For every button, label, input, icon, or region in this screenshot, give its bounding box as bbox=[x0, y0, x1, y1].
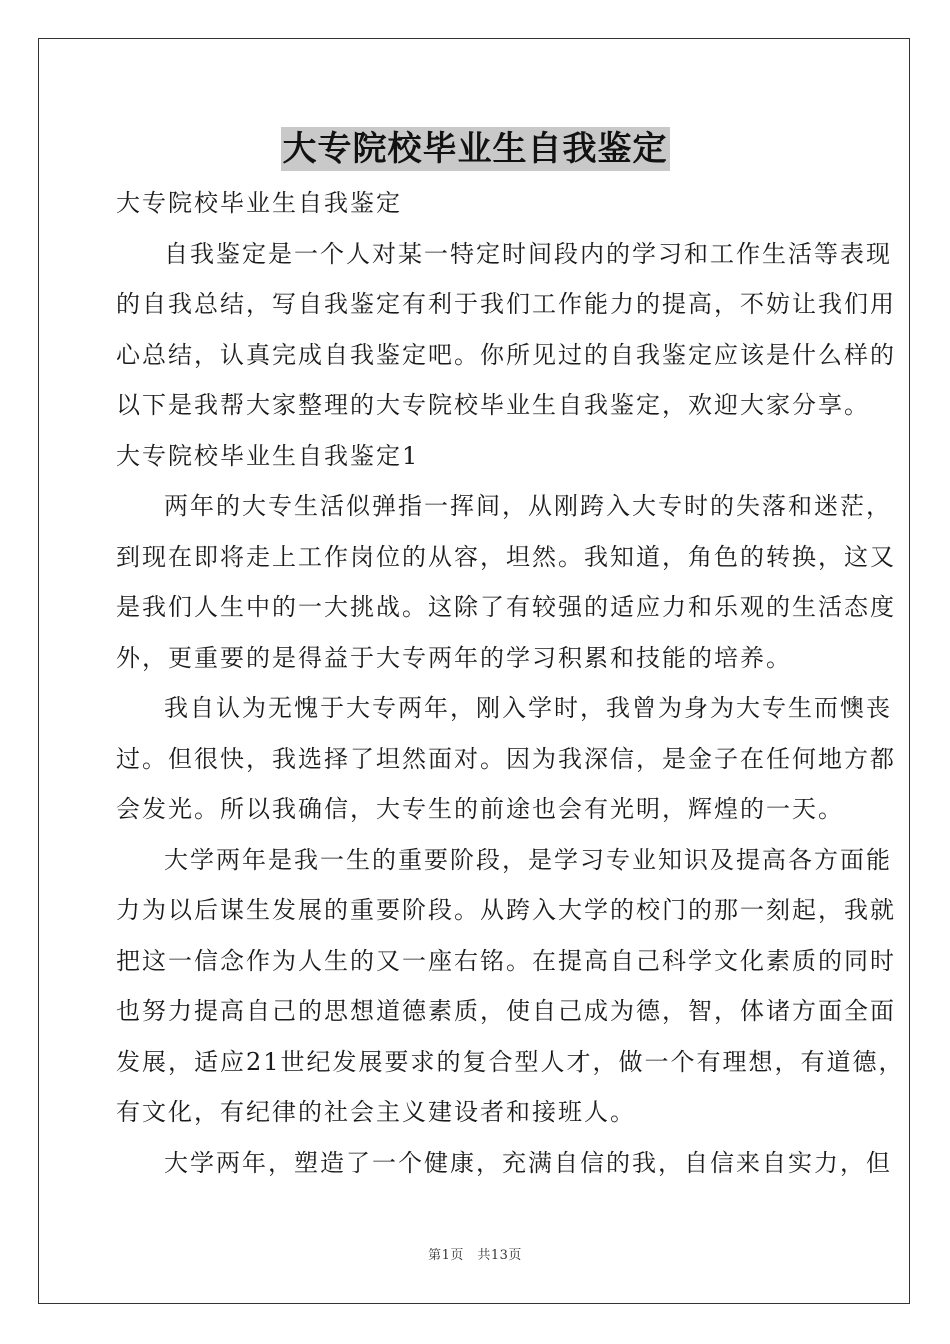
text-line: 我自认为无愧于大专两年，刚入学时，我曾为身为大专生而懊丧 bbox=[164, 694, 892, 722]
text-line: 过。但很快，我选择了坦然面对。因为我深信，是金子在任何地方都 bbox=[116, 744, 896, 773]
text-line: 两年的大专生活似弹指一挥间，从刚跨入大专时的失落和迷茫， bbox=[164, 492, 892, 520]
text-line: 会发光。所以我确信，大专生的前途也会有光明，辉煌的一天。 bbox=[116, 795, 844, 823]
text-line: 力为以后谋生发展的重要阶段。从跨入大学的校门的那一刻起，我就 bbox=[116, 896, 896, 924]
text-line: 的自我总结，写自我鉴定有利于我们工作能力的提高，不妨让我们用 bbox=[116, 290, 896, 318]
text-line: 有文化，有纪律的社会主义建设者和接班人。 bbox=[116, 1098, 636, 1126]
text-line: 外，更重要的是得益于大专两年的学习积累和技能的培养。 bbox=[116, 643, 792, 672]
title-wrapper bbox=[0, 127, 950, 171]
document-title: 大专院校毕业生自我鉴定 bbox=[282, 129, 668, 169]
text-line: 自我鉴定是一个人对某一特定时间段内的学习和工作生活等表现 bbox=[164, 239, 892, 268]
text-line: 大学两年，塑造了一个健康，充满自信的我，自信来自实力，但 bbox=[164, 1148, 892, 1177]
text-line: 是我们人生中的一大挑战。这除了有较强的适应力和乐观的生活态度 bbox=[116, 593, 896, 621]
text-line: 以下是我帮大家整理的大专院校毕业生自我鉴定，欢迎大家分享。 bbox=[116, 391, 870, 419]
text-line: 也努力提高自己的思想道德素质，使自己成为德，智，体诸方面全面 bbox=[116, 997, 896, 1025]
text-line: 到现在即将走上工作岗位的从容，坦然。我知道，角色的转换，这又 bbox=[116, 542, 896, 571]
text-line: 发展，适应21世纪发展要求的复合型人才，做一个有理想，有道德， bbox=[116, 1047, 905, 1076]
text-line: 心总结，认真完成自我鉴定吧。你所见过的自我鉴定应该是什么样的 bbox=[116, 340, 896, 369]
text-line: 把这一信念作为人生的又一座右铭。在提高自己科学文化素质的同时 bbox=[116, 946, 896, 975]
page-footer: 第1页 共13页 bbox=[428, 1248, 522, 1263]
text-line: 大学两年是我一生的重要阶段，是学习专业知识及提高各方面能 bbox=[164, 845, 892, 874]
document-body bbox=[116, 178, 905, 1188]
text-line: 大专院校毕业生自我鉴定 bbox=[116, 189, 402, 217]
text-line: 大专院校毕业生自我鉴定1 bbox=[116, 441, 420, 470]
